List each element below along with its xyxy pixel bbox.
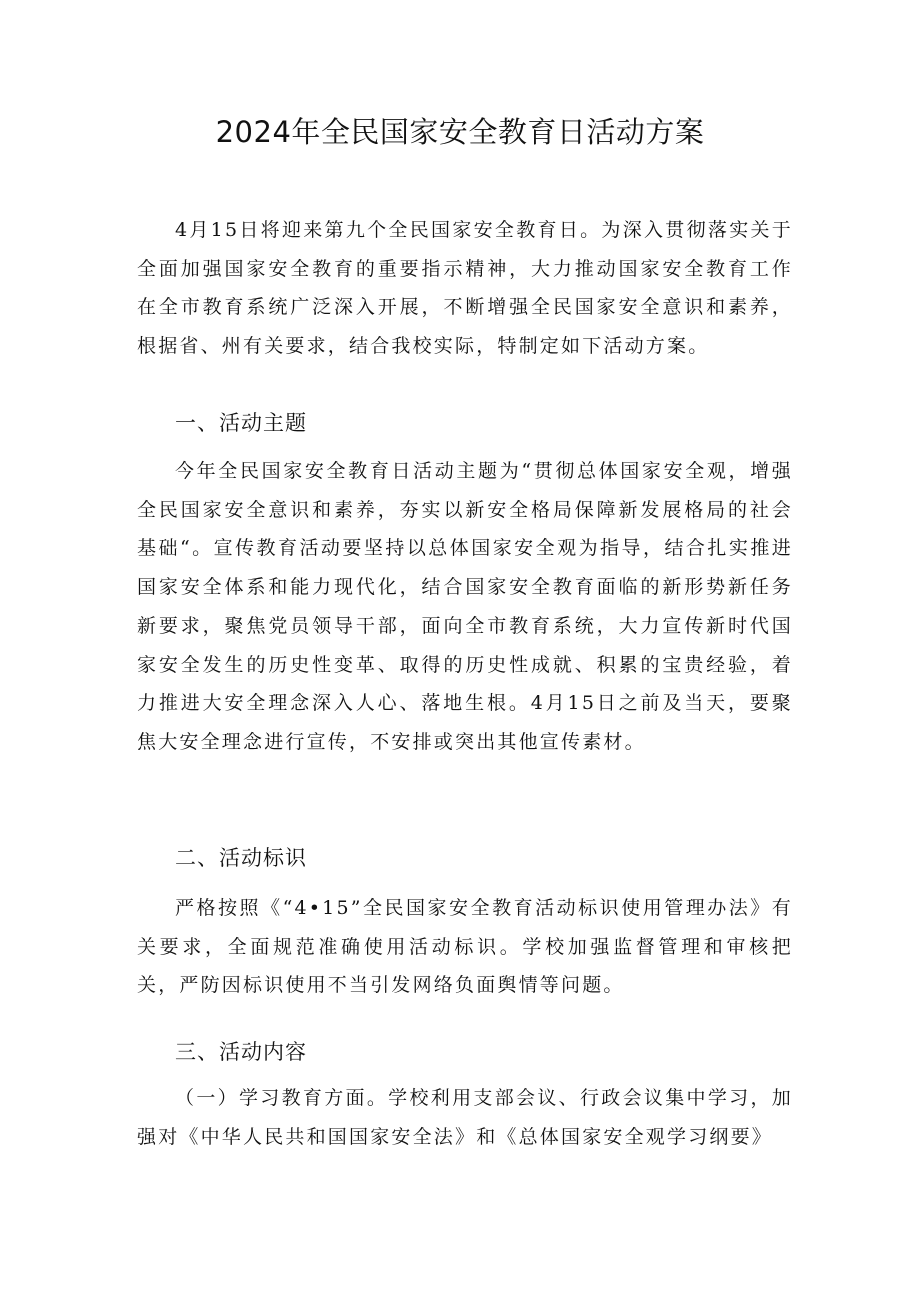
- section-heading-content: 三、活动内容: [175, 1040, 307, 1064]
- section-paragraph-theme: 今年全民国家安全教育日活动主题为“贯彻总体国家安全观，增强全民国家安全意识和素养，夯实以新安全格局保障新发展格局的社会基础“。宣传教育活动要坚持以总体国家安全观为指导，结合扎实推进国家安全体系和能力现代化，结合国家安全教育面临的新形势新任务新要求，聚焦党员领导干部，面向全市教育系统，大力宣传新时代国家安全发生的历史性变革、取得的历史性成就、积累的宝贵经验，着力推进大安全理念深入人心、落地生根。4月15日之前及当天，要聚焦大安全理念进行宣传，不安排或突出其他宣传素材。: [137, 460, 793, 753]
- section-paragraph-content: （一）学习教育方面。学校利用支部会议、行政会议集中学习，加强对《中华人民共和国国家安全法》和《总体国家安全观学习纲要》: [137, 1087, 793, 1148]
- document-title: 2024年全民国家安全教育日活动方案: [215, 115, 705, 149]
- section-paragraph-logo: 严格按照《“4•15”全民国家安全教育活动标识使用管理办法》有关要求，全面规范准确使用活动标识。学校加强监督管理和审核把关，严防因标识使用不当引发网络负面舆情等问题。: [137, 897, 793, 997]
- section-heading-logo: 二、活动标识: [175, 846, 307, 870]
- intro-paragraph: 4月15日将迎来第九个全民国家安全教育日。为深入贯彻落实关于全面加强国家安全教育的重要指示精神，大力推动国家安全教育工作在全市教育系统广泛深入开展，不断增强全民国家安全意识和素养，根据省、州有关要求，结合我校实际，特制定如下活动方案。: [137, 219, 793, 358]
- section-heading-theme: 一、活动主题: [175, 411, 307, 435]
